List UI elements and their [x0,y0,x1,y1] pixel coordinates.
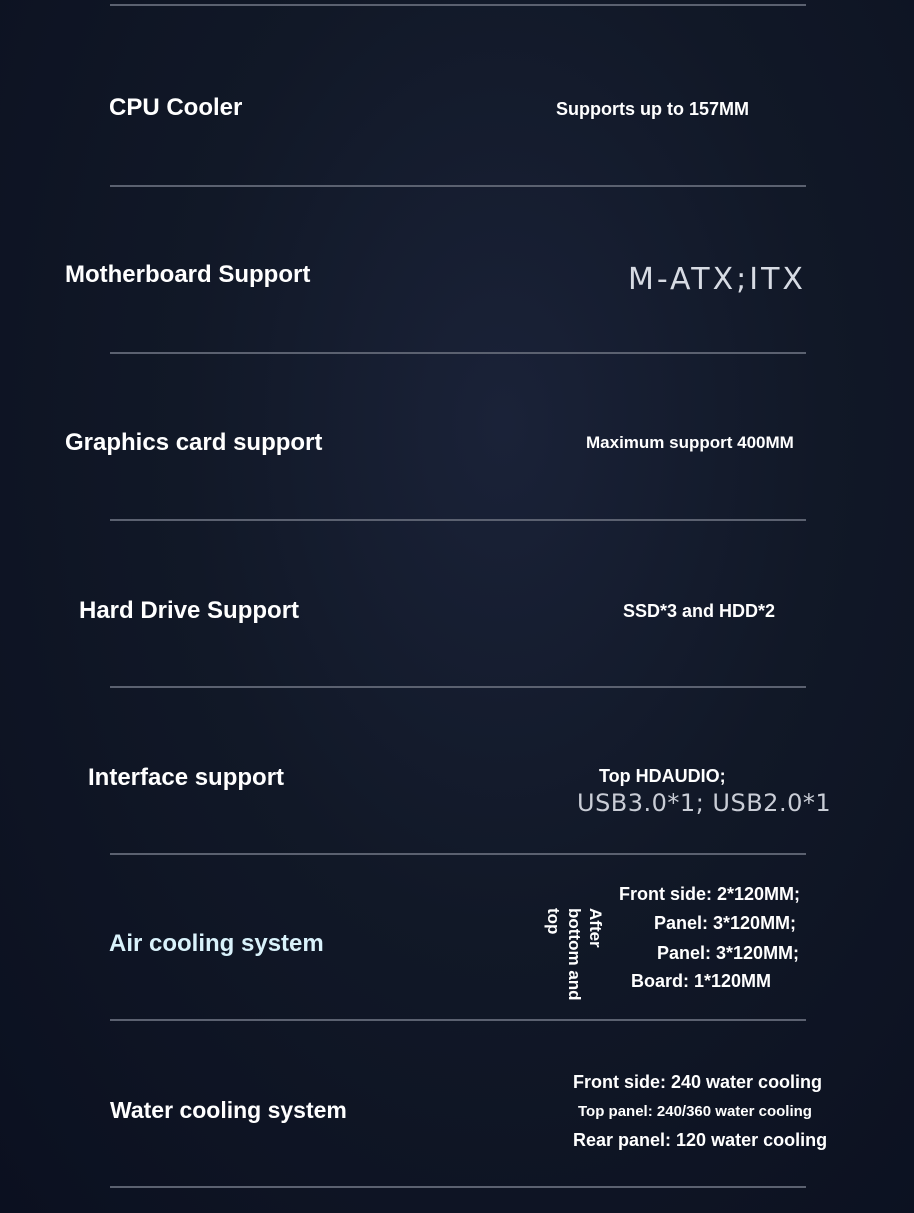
spec-note-air-cooling: After bottom and top [544,908,605,1001]
spec-label-motherboard: Motherboard Support [65,261,311,288]
spec-value-air-panel-2: Panel: 3*120MM; [657,943,800,963]
spec-value-water-rear: Rear panel: 120 water cooling [573,1130,828,1150]
spec-label-cpu-cooler: CPU Cooler [109,94,243,121]
divider [110,1019,806,1021]
spec-value-interface-usb: USB3.0*1; USB2.0*1 [577,789,832,817]
divider [110,352,806,354]
divider [110,853,806,855]
spec-value-water-front: Front side: 240 water cooling [573,1072,823,1092]
spec-value-interface-audio: Top HDAUDIO; [599,766,726,786]
divider [110,686,806,688]
spec-value-motherboard: M-ATX;ITX [628,262,806,297]
spec-label-water-cooling: Water cooling system [110,1097,347,1123]
spec-value-air-panel-1: Panel: 3*120MM; [654,913,797,933]
divider [110,4,806,6]
spec-label-interface: Interface support [88,764,285,791]
spec-label-hard-drive: Hard Drive Support [79,597,300,624]
divider [110,519,806,521]
spec-label-graphics-card: Graphics card support [65,429,323,456]
spec-value-water-top: Top panel: 240/360 water cooling [578,1103,812,1120]
spec-value-cpu-cooler: Supports up to 157MM [556,99,749,119]
spec-value-air-front: Front side: 2*120MM; [619,884,801,904]
spec-label-air-cooling: Air cooling system [109,930,324,957]
spec-value-hard-drive: SSD*3 and HDD*2 [623,601,776,621]
divider [110,185,806,187]
spec-value-air-board: Board: 1*120MM [631,971,772,991]
spec-value-graphics-card: Maximum support 400MM [586,433,794,452]
divider [110,1186,806,1188]
